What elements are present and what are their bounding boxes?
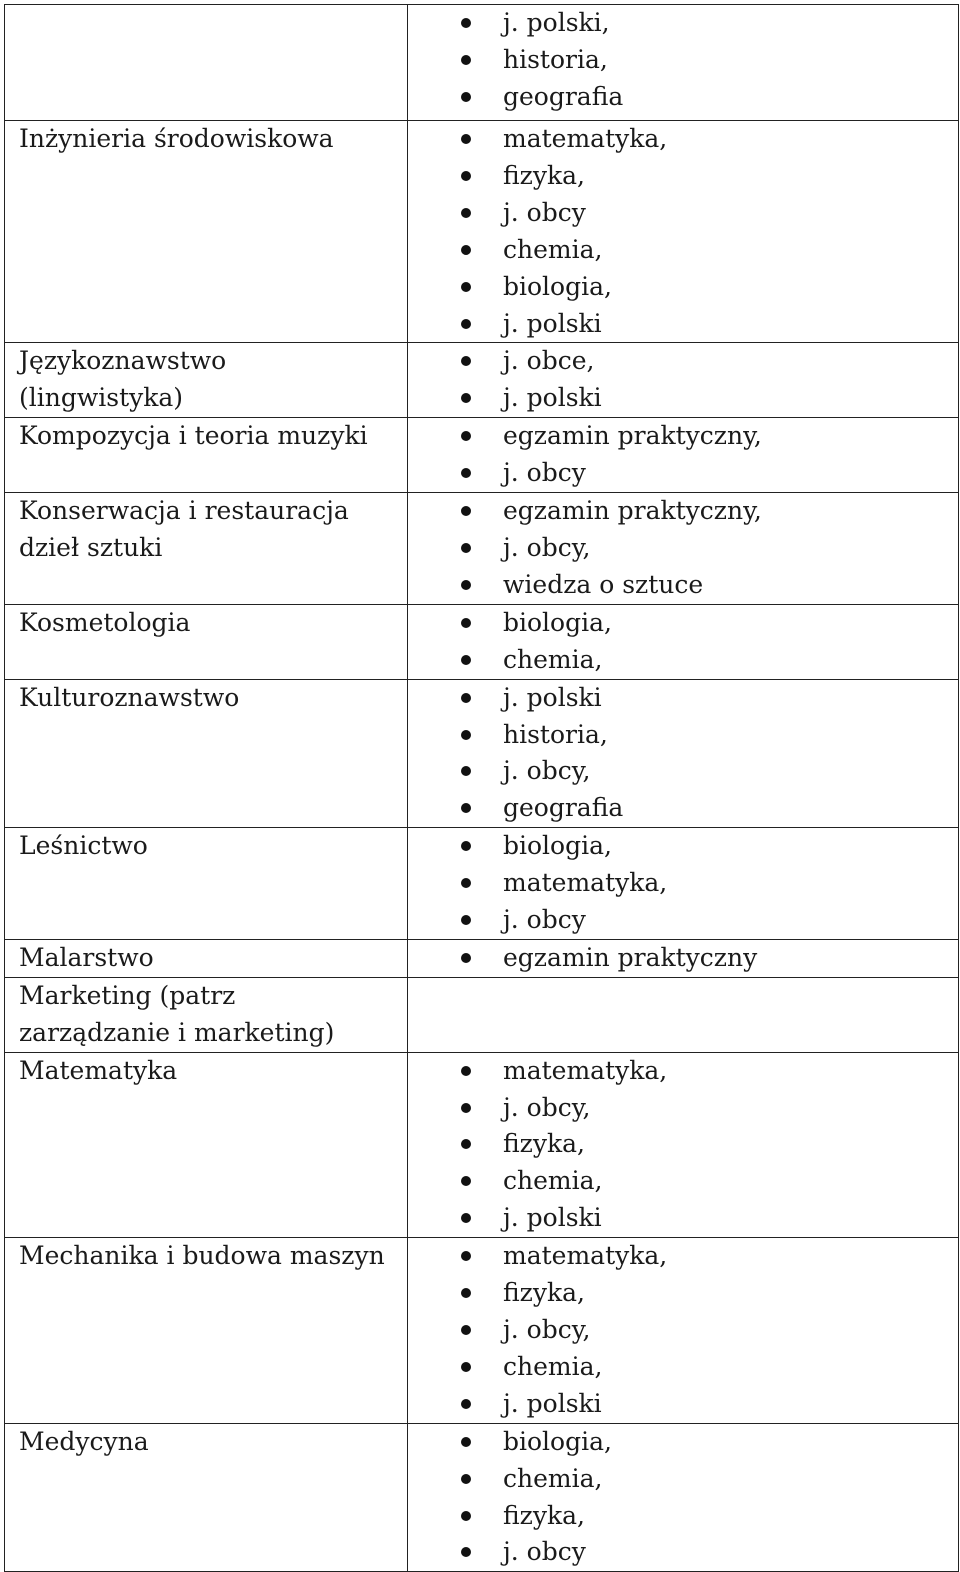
field-of-study-cell [5, 418, 408, 493]
table-row [5, 5, 959, 121]
exam-subject-item: j. polski, [408, 5, 958, 42]
exam-subjects-cell [408, 679, 959, 828]
exam-subject-item: fizyka, [408, 158, 958, 195]
exam-subjects-cell [408, 343, 959, 418]
field-of-study-cell [5, 939, 408, 977]
exam-subject-item: geografia [408, 790, 958, 827]
exam-subject-item: j. polski [408, 306, 958, 343]
exam-subject-item: matematyka, [408, 1053, 958, 1090]
exam-subjects-cell [408, 939, 959, 977]
exam-subject-item: chemia, [408, 232, 958, 269]
table-row [5, 977, 959, 1052]
exam-subject-item: j. polski [408, 380, 958, 417]
exam-subject-item: historia, [408, 717, 958, 754]
table-row [5, 418, 959, 493]
exam-subject-item: chemia, [408, 1461, 958, 1498]
field-of-study-cell [5, 1052, 408, 1238]
exam-subject-item: j. obcy [408, 1534, 958, 1571]
exam-subject-item: egzamin praktyczny [408, 940, 958, 977]
exam-subject-item: chemia, [408, 1349, 958, 1386]
table-row [5, 679, 959, 828]
field-of-study-name: Marketing (patrz zarządzanie i marketing) [19, 980, 335, 1047]
exam-subject-item: biologia, [408, 1424, 958, 1461]
table-body [5, 5, 959, 1572]
exam-subject-item: fizyka, [408, 1275, 958, 1312]
exam-subjects-list [408, 940, 958, 977]
field-of-study-name: Medycyna [19, 1426, 149, 1456]
exam-subject-item: fizyka, [408, 1498, 958, 1535]
field-of-study-name [5, 5, 407, 120]
exam-subject-item: fizyka, [408, 1126, 958, 1163]
exam-subject-item: egzamin praktyczny, [408, 418, 958, 455]
table-row [5, 828, 959, 940]
field-of-study-name: Językoznawstwo (lingwistyka) [19, 346, 227, 413]
field-of-study-name: Kompozycja i teoria muzyki [19, 421, 368, 451]
exam-subject-item: j. obce, [408, 343, 958, 380]
exam-subjects-list [408, 418, 958, 492]
exam-subject-item: j. obcy, [408, 530, 958, 567]
exam-subject-item: j. obcy [408, 902, 958, 939]
exam-subjects-cell [408, 977, 959, 1052]
exam-subject-item: matematyka, [408, 865, 958, 902]
exam-subjects-cell [408, 1423, 959, 1572]
table-row [5, 1052, 959, 1238]
field-of-study-cell [5, 1238, 408, 1424]
field-of-study-cell [5, 828, 408, 940]
field-of-study-cell [5, 1423, 408, 1572]
table-row [5, 939, 959, 977]
exam-subjects-list [408, 121, 958, 342]
exam-subjects-cell [408, 1238, 959, 1424]
exam-subject-item: j. obcy, [408, 753, 958, 790]
exam-subject-item: biologia, [408, 605, 958, 642]
exam-subjects-list [408, 5, 958, 116]
field-of-study-cell [5, 604, 408, 679]
exam-subjects-list [408, 1424, 958, 1572]
exam-subject-item: j. obcy, [408, 1090, 958, 1127]
field-of-study-cell [5, 5, 408, 121]
table-row [5, 1238, 959, 1424]
table-row [5, 343, 959, 418]
exam-subjects-cell [408, 828, 959, 940]
exam-subjects-cell [408, 604, 959, 679]
exam-subject-item: j. polski [408, 680, 958, 717]
exam-subjects-list [408, 828, 958, 939]
field-of-study-name: Matematyka [19, 1055, 178, 1085]
exam-subjects-cell [408, 493, 959, 605]
exam-subject-item: chemia, [408, 1163, 958, 1200]
exam-subject-item: j. obcy [408, 455, 958, 492]
exam-subject-item: j. polski [408, 1200, 958, 1237]
field-of-study-cell [5, 493, 408, 605]
exam-subjects-list [408, 680, 958, 828]
exam-subject-item: historia, [408, 42, 958, 79]
table-row [5, 1423, 959, 1572]
field-of-study-name: Konserwacja i restauracja dzieł sztuki [19, 496, 349, 562]
exam-subject-item: j. obcy [408, 195, 958, 232]
table-row [5, 493, 959, 605]
exam-subject-item: matematyka, [408, 121, 958, 158]
exam-subject-item: biologia, [408, 828, 958, 865]
field-of-study-name: Inżynieria środowiskowa [19, 124, 334, 153]
table-row [5, 604, 959, 679]
exam-subject-item: matematyka, [408, 1238, 958, 1275]
exam-subjects-cell [408, 5, 959, 121]
field-of-study-cell [5, 121, 408, 343]
exam-subjects-list [408, 343, 958, 417]
exam-subject-item: geografia [408, 79, 958, 116]
field-of-study-name: Mechanika i budowa maszyn [19, 1241, 385, 1271]
table-row [5, 121, 959, 343]
field-of-study-name: Kosmetologia [19, 607, 191, 637]
field-of-study-cell [5, 679, 408, 828]
exam-subject-item: j. obcy, [408, 1312, 958, 1349]
field-of-study-name: Malarstwo [19, 942, 154, 972]
exam-subjects-cell [408, 418, 959, 493]
exam-subjects-list [408, 1053, 958, 1238]
field-of-study-cell [5, 977, 408, 1052]
exam-subject-item: biologia, [408, 269, 958, 306]
exam-subjects-list [408, 493, 958, 604]
exam-subject-item: j. polski [408, 1386, 958, 1423]
exam-subjects-cell [408, 121, 959, 343]
field-of-study-name: Leśnictwo [19, 831, 148, 861]
field-of-study-name: Kulturoznawstwo [19, 682, 240, 712]
exam-subjects-list [408, 605, 958, 679]
field-of-study-cell [5, 343, 408, 418]
exam-subjects-cell [408, 1052, 959, 1238]
exam-subjects-list [408, 1238, 958, 1423]
exam-subject-item: wiedza o sztuce [408, 567, 958, 604]
exam-subject-item: chemia, [408, 642, 958, 679]
exam-subject-item: egzamin praktyczny, [408, 493, 958, 530]
admission-subjects-table [4, 4, 959, 1572]
